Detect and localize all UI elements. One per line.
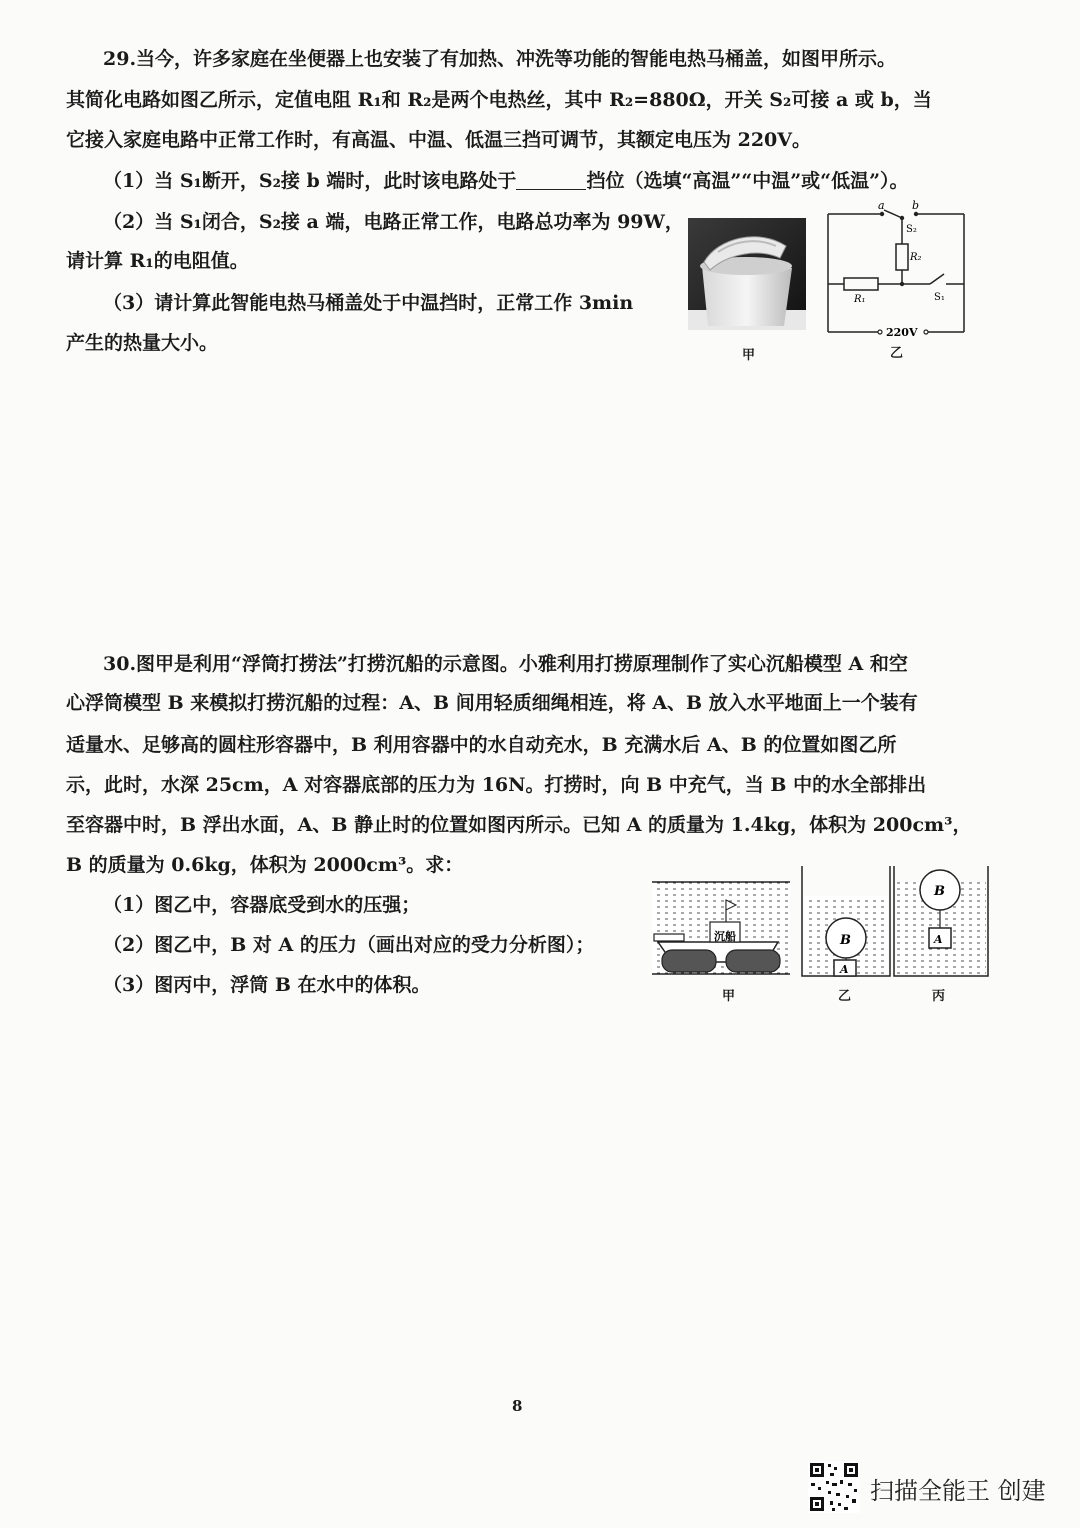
container-yi — [802, 866, 890, 976]
answer-blank — [516, 171, 586, 190]
q29-stem-line-3: 它接入家庭电路中正常工作时，有高温、中温、低温三挡可调节，其额定电压为 220V。 — [66, 129, 812, 151]
model-b-bing: B — [934, 884, 945, 899]
q29-subq-2-line-1: （2）当 S₁闭合，S₂接 a 端，电路正常工作，电路总功率为 99W， — [103, 211, 684, 233]
q30-stem-line-4: 示，此时，水深 25cm，A 对容器底部的压力为 16N。打捞时，向 B 中充气，当 B 中的水全部排出 — [66, 774, 927, 796]
q30-subq-2: （2）图乙中，B 对 A 的压力（画出对应的受力分析图）； — [103, 934, 595, 956]
q29-fig-jia-caption: 甲 — [742, 348, 756, 363]
circuit-label-r1: R₁ — [854, 294, 866, 305]
ship-label: 沉船 — [714, 930, 736, 943]
q29-subq-1 — [103, 168, 909, 194]
q30-stem-line-5: 至容器中时，B 浮出水面，A、B 静止时的位置如图丙所示。已知 A 的质量为 1.4kg，体积为 200cm³， — [66, 814, 972, 836]
q30-stem-line-1: 30.图甲是利用“浮筒打捞法”打捞沉船的示意图。小雅利用打捞原理制作了实心沉船模型 A 和空 — [103, 653, 908, 675]
circuit-label-s1: S₁ — [934, 292, 945, 303]
q30-fig-yi-caption: 乙 — [838, 989, 852, 1004]
page-number: 8 — [512, 1397, 523, 1415]
q29-stem-line-1: 29.当今，许多家庭在坐便器上也安装了有加热、冲洗等功能的智能电热马桶盖，如图甲所示。 — [103, 48, 897, 70]
model-a-yi: A — [840, 963, 849, 976]
q29-subq-3-line-1: （3）请计算此智能电热马桶盖处于中温挡时，正常工作 3min — [103, 292, 634, 314]
q29-subq-1-pre: （1）当 S₁断开，S₂接 b 端时，此时该电路处于 — [103, 170, 517, 192]
q30-subq-1: （1）图乙中，容器底受到水的压强； — [103, 894, 421, 916]
q30-fig-bing-caption: 丙 — [932, 989, 946, 1004]
salvage-figures — [648, 862, 990, 980]
scanner-brand-text: 扫描全能王 创建 — [870, 1477, 1046, 1505]
salvage-scene-jia — [652, 882, 790, 974]
circuit-label-voltage: 220V — [886, 326, 918, 338]
q30-stem-line-2: 心浮筒模型 B 来模拟打捞沉船的过程：A、B 间用轻质细绳相连，将 A、B 放入水平地面上一个装有 — [66, 692, 918, 714]
q29-subq-1-post: 挡位（选填“高温”“中温”或“低温”）。 — [586, 170, 909, 192]
q29-subq-2-line-2: 请计算 R₁的电阻值。 — [66, 250, 249, 272]
circuit-label-b: b — [912, 199, 920, 212]
circuit-label-s2: S₂ — [906, 224, 917, 235]
circuit-diagram — [820, 198, 970, 338]
q30-fig-jia-caption: 甲 — [722, 989, 736, 1004]
container-bing — [894, 866, 988, 976]
toilet-photo — [688, 218, 806, 330]
circuit-label-r2: R₂ — [910, 252, 922, 263]
qr-code-icon — [808, 1461, 860, 1513]
q29-subq-3-line-2: 产生的热量大小。 — [66, 332, 219, 354]
q30-stem-line-3: 适量水、足够高的圆柱形容器中，B 利用容器中的水自动充水，B 充满水后 A、B 的位置如图乙所 — [66, 734, 897, 756]
q30-subq-3: （3）图丙中，浮筒 B 在水中的体积。 — [103, 974, 431, 996]
scanner-watermark — [808, 1461, 1048, 1515]
circuit-label-a: a — [878, 199, 885, 212]
q29-fig-yi-caption: 乙 — [890, 346, 904, 361]
model-a-bing: A — [934, 933, 943, 946]
model-b-yi: B — [840, 933, 851, 948]
q29-stem-line-2: 其简化电路如图乙所示，定值电阻 R₁和 R₂是两个电热丝，其中 R₂=880Ω，开关 S₂可接 a 或 b，当 — [66, 89, 932, 111]
q30-stem-line-6: B 的质量为 0.6kg，体积为 2000cm³。求： — [66, 854, 464, 876]
